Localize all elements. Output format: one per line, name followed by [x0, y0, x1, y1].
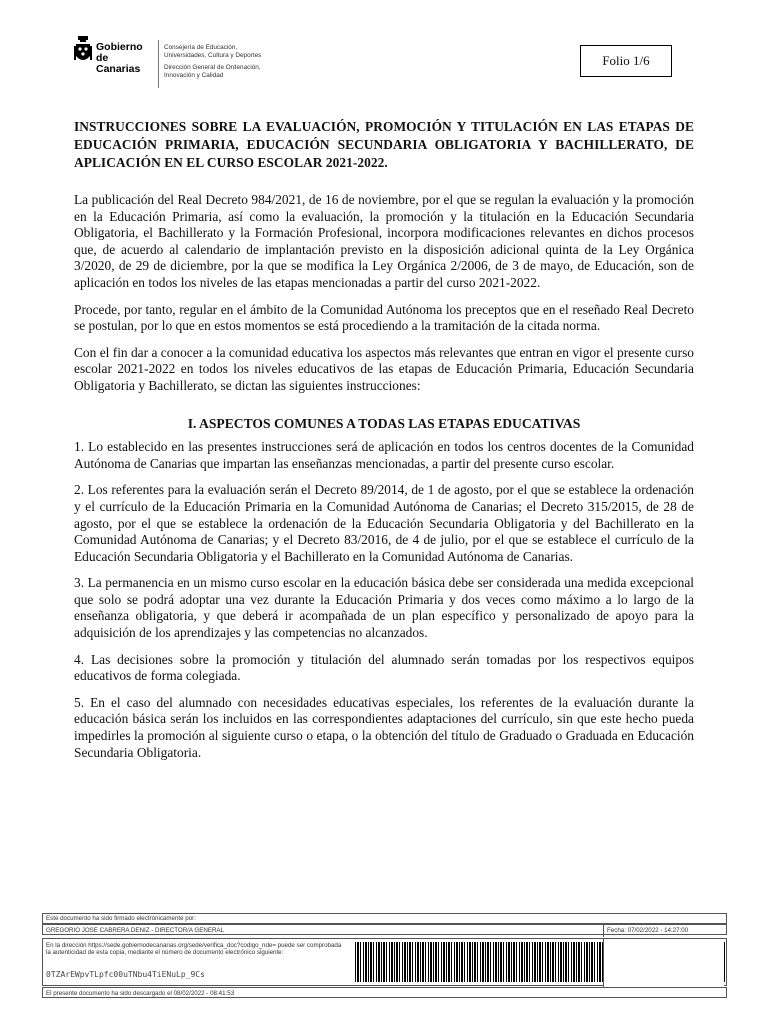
gobierno-de-canarias-logo [74, 36, 154, 76]
numbered-item: 2. Los referentes para la evaluación serán el Decreto 89/2014, de 1 de agosto, por el que se establece la ordenación y el currículo de la Educación Primaria en la Comunidad Autónoma de Canarias; el Decreto 315/2015, de 28 de agosto, por el que se establece la ordenación de la Educación Secundaria Obligatoria y del Bachillerato en la Comunidad Autónoma de Canarias; y el Decreto 83/2016, de 4 de julio, por el que se establece el currículo de la Educación Secundaria Obligatoria y el Bachillerato en la Comunidad Autónoma de Canarias. [74, 482, 694, 564]
logo-text [96, 42, 154, 75]
electronic-signature-block [42, 913, 727, 999]
signature-date: Fecha: 07/02/2022 - 14:27:00 [603, 925, 728, 937]
folio-box: Folio 1/6 [580, 45, 672, 77]
signer-row [42, 924, 727, 935]
dept-line-4: Innovación y Calidad [164, 71, 224, 79]
section-heading: I. ASPECTOS COMUNES A TODAS LAS ETAPAS EDUCATIVAS [187, 415, 581, 431]
qr-cell [603, 939, 724, 987]
numbered-item: 1. Lo establecido en las presentes instrucciones será de aplicación en todos los centros docentes de la Comunidad Autónoma de Canarias que impartan las enseñanzas mencionadas, a partir del presente curso escolar. [74, 439, 694, 471]
signer-name: GREGORIO JOSE CABRERA DENIZ - DIRECTOR/A GENERAL [46, 926, 224, 934]
canarias-crest-icon [74, 36, 92, 66]
header-divider [158, 40, 159, 88]
intro-paragraph: Procede, por tanto, regular en el ámbito de la Comunidad Autónoma los preceptos que en el reseñado Real Decreto se postulan, por lo que en estos momentos se está procediendo a la tramitación de la citada norma. [74, 301, 694, 334]
verification-text: En la dirección https://sede.gobiernodecanarias.org/sede/verifica_doc?codigo_nde= puede ser comprobada la autenticidad de esta copia, mediante el número de documento electrónico siguiente: [46, 942, 342, 956]
numbered-item: 5. En el caso del alumnado con necesidades educativas especiales, los referentes de la evaluación durante la educación básica serán los incluidos en las correspondientes adaptaciones del currículo, sin que este hecho pueda impedirles la promoción al siguiente curso o etapa, o la obtención del título de Graduado o Graduada en Educación Secundaria Obligatoria. [74, 694, 694, 760]
intro-paragraph: Con el fin dar a conocer a la comunidad educativa los aspectos más relevantes que entran en vigor el presente curso escolar 2021-2022 en todos los niveles educativos de las etapas de Educación Primaria, Educación Secundaria Obligatoria y Bachillerato, se dictan las siguientes instrucciones: [74, 344, 694, 393]
dept-line-1: Consejería de Educación, [164, 44, 238, 51]
csv-code: 0TZArEWpvTLpfc00uTNbu4TiENuLp_9Cs [46, 970, 205, 979]
department-name [164, 44, 364, 79]
document-body [74, 192, 694, 771]
verification-row [42, 938, 727, 986]
intro-paragraph: La publicación del Real Decreto 984/2021, de 16 de noviembre, por el que se regulan la evaluación y la promoción en la Educación Primaria, así como la evaluación, la promoción y la titulación en la Educación Secundaria Obligatoria, el Bachillerato y la Formación Profesional, incorpora modificaciones relevantes en dichos procesos que, de acuerdo al calendario de implantación previsto en la disposición adicional quinta de la Ley Orgánica 3/2020, de 29 de diciembre, por la que se modifica la Ley Orgánica 2/2006, de 3 de mayo, de Educación, son de aplicación en todos los niveles de las etapas mencionadas a partir del curso 2021-2022. [74, 192, 694, 290]
logo-line-1: Gobierno [96, 41, 143, 53]
numbered-item: 3. La permanencia en un mismo curso escolar en la educación básica debe ser considerada una medida excepcional que solo se podrá adoptar una vez durante la Educación Primaria y dos veces como máximo a lo largo de la enseñanza obligatoria, y que deberá ir acompañada de un plan específico y personalizado de apoyo para la adquisición de los aprendizajes y las competencias no alcanzados. [74, 575, 694, 641]
dept-line-3: Dirección General de Ordenación, [164, 64, 261, 72]
numbered-item: 4. Las decisiones sobre la promoción y titulación del alumnado serán tomadas por los respectivos equipos educativos de forma colegiada. [74, 651, 694, 684]
document-title: INSTRUCCIONES SOBRE LA EVALUACIÓN, PROMOCIÓN Y TITULACIÓN EN LAS ETAPAS DE EDUCACIÓN PRIMARIA, EDUCACIÓN SECUNDARIA OBLIGATORIA Y BACHILLERATO, DE APLICACIÓN EN EL CURSO ESCOLAR 2021-2022. [74, 119, 694, 171]
dept-line-2: Universidades, Cultura y Deportes [164, 51, 262, 59]
signed-note: Este documento ha sido firmado electrónicamente por: [42, 913, 727, 924]
logo-line-2: de Canarias [96, 52, 141, 75]
download-note: El presente documento ha sido descargado el 08/02/2022 - 08:41:53 [42, 987, 727, 998]
